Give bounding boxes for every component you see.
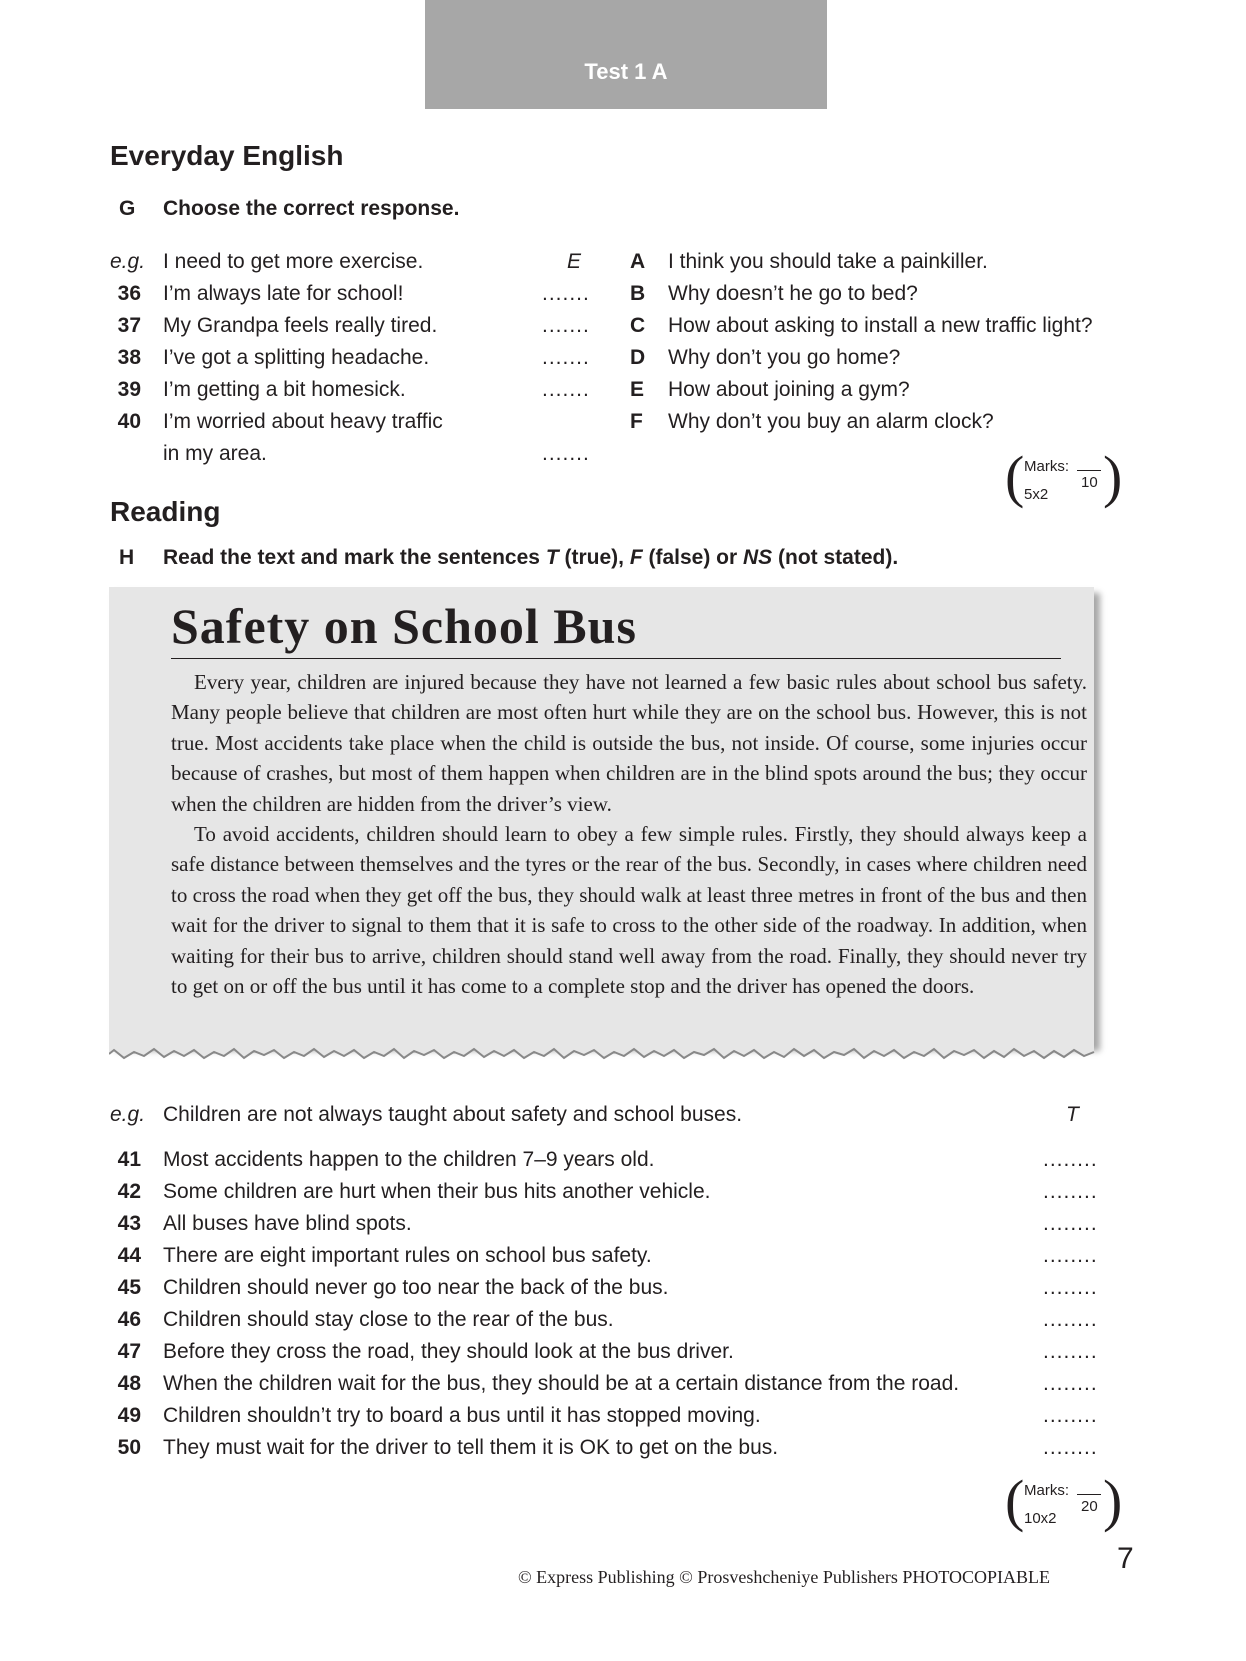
reading-heading: Reading bbox=[110, 496, 221, 527]
reading-example-answer: T bbox=[1066, 1103, 1079, 1126]
item-46-answer-blank[interactable]: ........ bbox=[1043, 1308, 1098, 1331]
item-44-text: There are eight important rules on school bus safety. bbox=[163, 1244, 652, 1267]
marks-total: 10 bbox=[1081, 474, 1098, 491]
item-42-text: Some children are hurt when their bus hits another vehicle. bbox=[163, 1180, 711, 1203]
example-prefix: e.g. bbox=[110, 250, 146, 273]
item-48-text: When the children wait for the bus, they should be at a certain distance from the road. bbox=[163, 1372, 960, 1395]
item-43-answer-blank[interactable]: ........ bbox=[1043, 1212, 1098, 1235]
option-e-text: How about joining a gym? bbox=[668, 378, 910, 401]
option-c-letter: C bbox=[630, 314, 646, 337]
marks-calc: 5x2 bbox=[1024, 486, 1049, 503]
page-number: 7 bbox=[1117, 1542, 1134, 1575]
everyday-english-heading: Everyday English bbox=[110, 140, 344, 171]
marks-line bbox=[1077, 470, 1101, 471]
task-g-instruction: Choose the correct response. bbox=[163, 197, 460, 220]
item-36-answer-blank[interactable]: ....... bbox=[542, 282, 590, 305]
option-d-text: Why don’t you go home? bbox=[668, 346, 901, 369]
example-sentence: I need to get more exercise. bbox=[163, 250, 424, 273]
item-49-text: Children shouldn’t try to board a bus until it has stopped moving. bbox=[163, 1404, 761, 1427]
option-a-text: I think you should take a painkiller. bbox=[668, 250, 988, 273]
marks-box-h bbox=[1005, 1468, 1123, 1538]
item-47-answer-blank[interactable]: ........ bbox=[1043, 1340, 1098, 1363]
item-38-text: I’ve got a splitting headache. bbox=[163, 346, 430, 369]
item-36-number: 36 bbox=[117, 282, 141, 305]
marks-total: 20 bbox=[1081, 1498, 1098, 1515]
item-45-text: Children should never go too near the back of the bus. bbox=[163, 1276, 669, 1299]
item-41-number: 41 bbox=[117, 1148, 141, 1171]
item-39-text: I’m getting a bit homesick. bbox=[163, 378, 406, 401]
item-44-answer-blank[interactable]: ........ bbox=[1043, 1244, 1098, 1267]
item-39-answer-blank[interactable]: ....... bbox=[542, 378, 590, 401]
item-48-number: 48 bbox=[117, 1372, 141, 1395]
example-answer: E bbox=[567, 250, 582, 273]
item-43-number: 43 bbox=[117, 1212, 141, 1235]
article-title: Safety on School Bus bbox=[171, 598, 637, 654]
left-paren: ( bbox=[1005, 1468, 1025, 1533]
option-f-text: Why don’t you buy an alarm clock? bbox=[668, 410, 994, 433]
task-h-instruction: Read the text and mark the sentences T (true), F (false) or NS (not stated). bbox=[163, 546, 899, 569]
article-paragraph-2: To avoid accidents, children should learn to obey a few simple rules. Firstly, they should always keep a safe distance between themselves and the tyres or the rear of the bus. Secondly, in cases where children need to cross the road when they get off the bus, they should walk at least three metres in front of the bus and then wait for the driver to signal to them that it is safe to cross to the other side of the roadway. In addition, when waiting for their bus to arrive, children should stand well away from the road. Finally, they should never try to get on or off the bus until it has come to a complete stop and the driver has opened the doors. bbox=[171, 822, 1087, 999]
article-paragraph-1: Every year, children are injured because they have not learned a few basic rules about school bus safety. Many people believe that children are most often hurt while they are on the school bus. However, this is not true. Most accidents take place when the child is outside the bus, not inside. Of course, some injuries occur because of crashes, but most of them happen when children are in the blind spots around the bus; they occur when the children are hidden from the driver’s view. bbox=[171, 670, 1087, 816]
item-44-number: 44 bbox=[117, 1244, 141, 1267]
item-45-number: 45 bbox=[117, 1276, 141, 1299]
item-42-answer-blank[interactable]: ........ bbox=[1043, 1180, 1098, 1203]
item-43-text: All buses have blind spots. bbox=[163, 1212, 412, 1235]
item-40-answer-blank[interactable]: ....... bbox=[542, 442, 590, 465]
item-50-number: 50 bbox=[117, 1436, 141, 1459]
item-42-number: 42 bbox=[117, 1180, 141, 1203]
item-41-answer-blank[interactable]: ........ bbox=[1043, 1148, 1098, 1171]
marks-label: Marks: bbox=[1024, 458, 1069, 475]
marks-label: Marks: bbox=[1024, 1482, 1069, 1499]
item-47-text: Before they cross the road, they should look at the bus driver. bbox=[163, 1340, 734, 1363]
item-40-text: I’m worried about heavy traffic bbox=[163, 410, 443, 433]
item-50-answer-blank[interactable]: ........ bbox=[1043, 1436, 1098, 1459]
option-f-letter: F bbox=[630, 410, 643, 433]
marks-box-g bbox=[1005, 444, 1123, 514]
option-c-text: How about asking to install a new traffic light? bbox=[668, 314, 1093, 337]
test-header-label: Test 1 A bbox=[584, 59, 668, 84]
item-49-number: 49 bbox=[117, 1404, 141, 1427]
item-37-number: 37 bbox=[117, 314, 141, 337]
item-41-text: Most accidents happen to the children 7–9 years old. bbox=[163, 1148, 655, 1171]
option-e-letter: E bbox=[630, 378, 645, 401]
reading-example-sentence: Children are not always taught about safety and school buses. bbox=[163, 1103, 743, 1126]
right-paren: ) bbox=[1103, 1468, 1123, 1533]
marks-line bbox=[1077, 1494, 1101, 1495]
item-47-number: 47 bbox=[117, 1340, 141, 1363]
item-38-answer-blank[interactable]: ....... bbox=[542, 346, 590, 369]
left-paren: ( bbox=[1005, 444, 1025, 509]
item-45-answer-blank[interactable]: ........ bbox=[1043, 1276, 1098, 1299]
reading-example-prefix: e.g. bbox=[110, 1103, 146, 1126]
item-49-answer-blank[interactable]: ........ bbox=[1043, 1404, 1098, 1427]
torn-paper-edge bbox=[109, 1036, 1104, 1068]
item-39-number: 39 bbox=[117, 378, 141, 401]
item-40-text-continued: in my area. bbox=[163, 442, 267, 465]
item-38-number: 38 bbox=[117, 346, 141, 369]
item-50-text: They must wait for the driver to tell them it is OK to get on the bus. bbox=[163, 1436, 779, 1459]
item-48-answer-blank[interactable]: ........ bbox=[1043, 1372, 1098, 1395]
item-36-text: I’m always late for school! bbox=[163, 282, 404, 305]
option-a-letter: A bbox=[630, 250, 646, 273]
option-b-text: Why doesn’t he go to bed? bbox=[668, 282, 918, 305]
option-b-letter: B bbox=[630, 282, 646, 305]
item-46-text: Children should stay close to the rear of the bus. bbox=[163, 1308, 614, 1331]
copyright-footer: © Express Publishing © Prosveshcheniye Publishers PHOTOCOPIABLE bbox=[518, 1567, 1051, 1587]
article-title-rule bbox=[171, 658, 1061, 659]
item-40-number: 40 bbox=[117, 410, 141, 433]
item-37-text: My Grandpa feels really tired. bbox=[163, 314, 438, 337]
test-header-tab bbox=[425, 0, 827, 109]
option-d-letter: D bbox=[630, 346, 646, 369]
item-46-number: 46 bbox=[117, 1308, 141, 1331]
task-h-letter: H bbox=[119, 546, 135, 569]
right-paren: ) bbox=[1103, 444, 1123, 509]
item-37-answer-blank[interactable]: ....... bbox=[542, 314, 590, 337]
marks-calc: 10x2 bbox=[1024, 1510, 1057, 1527]
task-g-letter: G bbox=[119, 197, 136, 220]
